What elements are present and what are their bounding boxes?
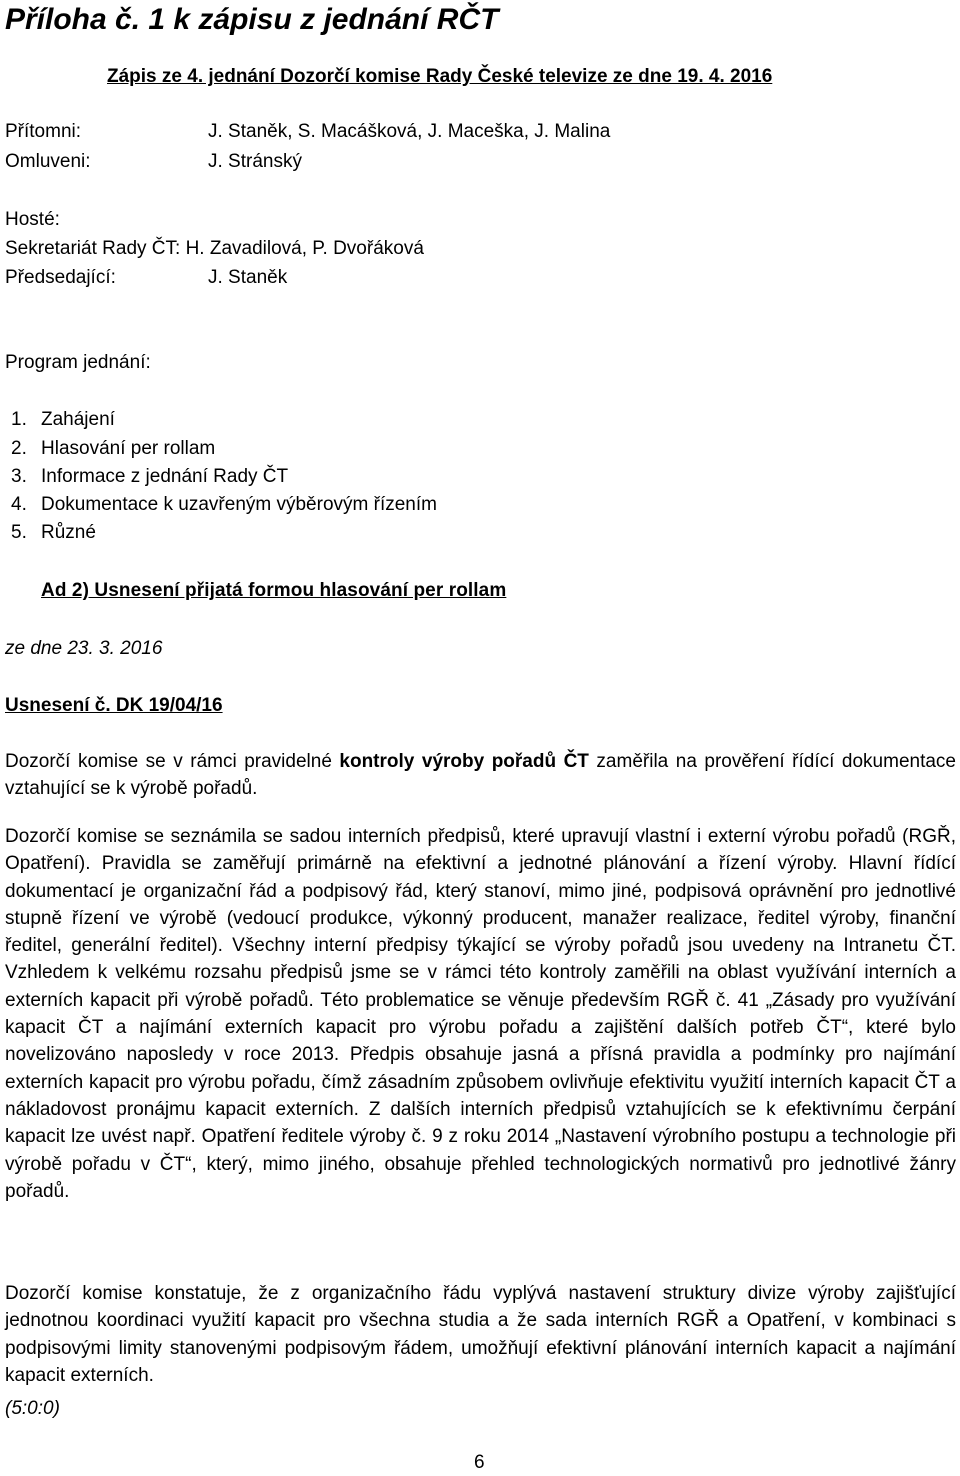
meeting-subtitle: Zápis ze 4. jednání Dozorčí komise Rady České televize ze dne 19. 4. 2016 [107,66,773,87]
agenda-text: Různé [41,522,96,543]
agenda-item [11,492,437,518]
agenda-number: 4. [11,494,27,515]
secretariat-row [5,236,424,262]
program-label: Program jednání: [5,352,151,373]
page-number: 6 [474,1452,485,1473]
paragraph-conclusion: Dozorčí komise konstatuje, že z organizačního řádu vyplývá nastavení struktury divize výroby zajišťující jednotnou koordinaci využití kapacit pro všechna studia a že sada interních RGŘ a Opatření, v kombinaci s podpisovými limity stanovenými podpisovým řádem, umožňují efektivní plánování interních kapacit a najímání kapacit externích. [5,1283,956,1386]
chair-label: Předsedající: [5,267,116,288]
agenda-number: 5. [11,522,27,543]
guests-label: Hosté: [5,209,60,230]
document-title: Příloha č. 1 k zápisu z jednání RČT [5,3,499,36]
chair-row [5,265,288,291]
section-date: ze dne 23. 3. 2016 [5,638,163,659]
agenda-item [11,464,288,490]
excused-row [5,149,302,175]
paragraph-regulations: Dozorčí komise se seznámila se sadou interních předpisů, které upravují vlastní i externí výrobu pořadů (RGŘ, Opatření). Pravidla se zaměřují primárně na efektivní a jednotné plánování a řízení výroby. Hlavní řídící dokumentací je organizační řád a podpisový řád, který stanoví, mimo jiné, podpisová oprávnění pro jednotlivé stupně řízení ve výrobě (vedoucí produkce, výkonný producent, manažer realizace, ředitel výroby, finanční ředitel, generální ředitel). Všechny interní předpisy týkající se výroby pořadů jsou uvedeny na Intranetu ČT. Vzhledem k velkému rozsahu předpisů jsme se v rámci této kontroly zaměřili na oblast využívání interních a externích kapacit při výrobě pořadů. Této problematice se věnuje především RGŘ č. 41 „Zásady pro využívání kapacit ČT a najímání externích kapacit pro výrobu pořadu a zajištění dalších potřeb ČT“, které bylo novelizováno naposledy v roce 2013. Předpis obsahuje jasná a přísná pravidla a podmínky pro najímání externích kapacit pro výrobu pořadu, čímž zásadním způsobem ovlivňuje efektivitu využití interních kapacit ČT a nákladovost pronájmu kapacit externích. Z dalších interních předpisů vztahujících se k efektivnímu čerpání kapacit lze uvést např. Opatření ředitele výroby č. 9 z roku 2014 „Nastavení výrobního postupu a technologie při výrobě pořadu v ČT“, který, mimo jiného, obsahuje přehled technologických normativů pro jednotlivé žánry pořadů. [5,826,956,1202]
section-heading: Ad 2) Usnesení přijatá formou hlasování per rollam [41,580,507,601]
agenda-item [11,436,215,462]
agenda-number: 1. [11,409,27,430]
agenda-item [11,407,115,433]
present-label: Přítomni: [5,121,82,142]
agenda-text: Dokumentace k uzavřeným výběrovým řízením [41,494,437,515]
excused-label: Omluveni: [5,151,91,172]
resolution-number: Usnesení č. DK 19/04/16 [5,695,223,716]
vote-result: (5:0:0) [5,1398,60,1419]
paragraph-intro-start: Dozorčí komise se v rámci pravidelné [5,751,340,772]
agenda-text: Zahájení [41,409,115,430]
paragraph-intro-bold: kontroly výroby pořadů ČT [339,751,589,772]
agenda-number: 3. [11,466,27,487]
secretariat-value: H. Zavadilová, P. Dvořáková [185,238,424,259]
agenda-item [11,520,96,546]
agenda-number: 2. [11,438,27,459]
agenda-text: Hlasování per rollam [41,438,216,459]
excused-value: J. Stránský [208,151,302,172]
present-value: J. Staněk, S. Macášková, J. Maceška, J. Malina [208,121,611,142]
paragraph-intro [5,748,956,803]
agenda-text: Informace z jednání Rady ČT [41,466,289,487]
present-row [5,119,611,145]
paragraph-intro-end: zaměřila na prověření řídící dokumentace vztahující se k výrobě pořadů. [5,751,956,800]
secretariat-label: Sekretariát Rady ČT: [5,238,181,259]
chair-value: J. Staněk [208,267,288,288]
